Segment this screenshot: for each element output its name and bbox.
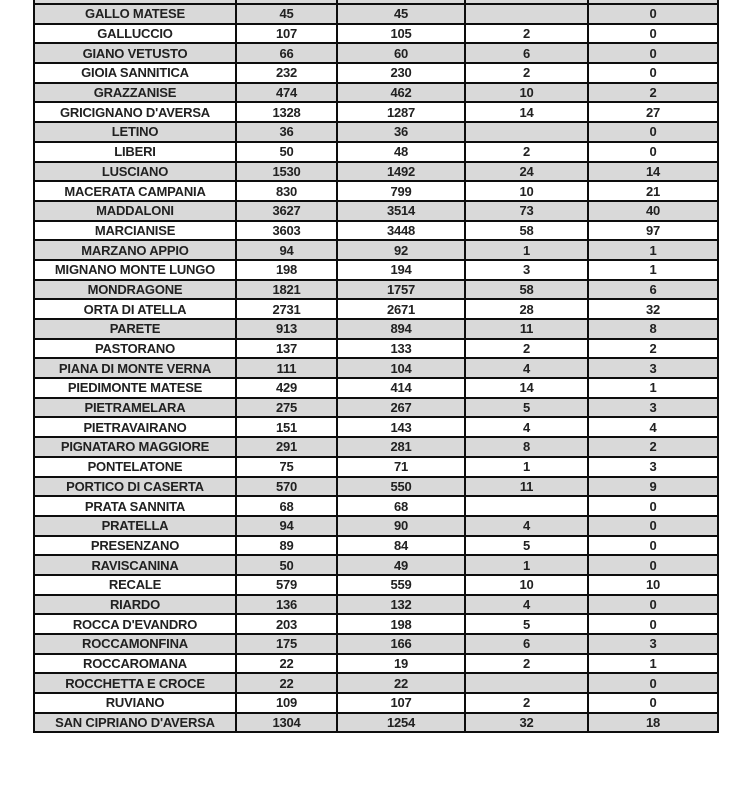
value-cell: 1 — [465, 457, 588, 477]
value-cell: 14 — [465, 378, 588, 398]
value-cell: 22 — [337, 673, 465, 693]
municipality-name-cell: GIOIA SANNITICA — [34, 63, 236, 83]
table-row — [34, 4, 718, 24]
value-cell: 462 — [337, 83, 465, 103]
value-cell: 2 — [465, 63, 588, 83]
table-row — [34, 614, 718, 634]
municipality-name-cell: ROCCHETTA E CROCE — [34, 673, 236, 693]
value-cell: 89 — [236, 536, 337, 556]
value-cell — [465, 4, 588, 24]
table-row — [34, 240, 718, 260]
value-cell: 50 — [236, 142, 337, 162]
municipality-name-cell: PRATELLA — [34, 516, 236, 536]
value-cell: 10 — [465, 181, 588, 201]
municipality-name-cell: MARZANO APPIO — [34, 240, 236, 260]
value-cell: 0 — [588, 595, 718, 615]
value-cell: 267 — [337, 398, 465, 418]
value-cell: 50 — [236, 555, 337, 575]
value-cell: 22 — [236, 673, 337, 693]
value-cell: 0 — [588, 496, 718, 516]
value-cell: 1530 — [236, 162, 337, 182]
table-row — [34, 673, 718, 693]
value-cell: 0 — [588, 536, 718, 556]
value-cell — [465, 496, 588, 516]
municipality-table-body — [34, 4, 718, 732]
municipality-name-cell: LIBERI — [34, 142, 236, 162]
municipality-name-cell: MACERATA CAMPANIA — [34, 181, 236, 201]
value-cell: 414 — [337, 378, 465, 398]
table-row — [34, 457, 718, 477]
value-cell: 136 — [236, 595, 337, 615]
value-cell: 0 — [588, 43, 718, 63]
value-cell: 2 — [588, 339, 718, 359]
value-cell: 3 — [588, 634, 718, 654]
table-row — [34, 319, 718, 339]
value-cell: 48 — [337, 142, 465, 162]
municipality-name-cell: RUVIANO — [34, 693, 236, 713]
value-cell: 1 — [465, 555, 588, 575]
municipality-name-cell: PRATA SANNITA — [34, 496, 236, 516]
value-cell: 75 — [236, 457, 337, 477]
value-cell: 2 — [465, 654, 588, 674]
value-cell: 6 — [588, 280, 718, 300]
value-cell: 2 — [465, 693, 588, 713]
value-cell: 40 — [588, 201, 718, 221]
value-cell: 3514 — [337, 201, 465, 221]
value-cell: 10 — [588, 575, 718, 595]
value-cell: 5 — [465, 614, 588, 634]
table-row — [34, 24, 718, 44]
municipality-name-cell: MONDRAGONE — [34, 280, 236, 300]
table-row — [34, 516, 718, 536]
table-row — [34, 555, 718, 575]
value-cell: 94 — [236, 516, 337, 536]
value-cell: 198 — [236, 260, 337, 280]
value-cell: 45 — [236, 4, 337, 24]
value-cell: 22 — [236, 654, 337, 674]
municipality-name-cell: RIARDO — [34, 595, 236, 615]
value-cell: 2 — [465, 142, 588, 162]
value-cell: 474 — [236, 83, 337, 103]
municipality-name-cell: GALLUCCIO — [34, 24, 236, 44]
value-cell: 10 — [465, 83, 588, 103]
table-row — [34, 122, 718, 142]
municipality-name-cell: ORTA DI ATELLA — [34, 299, 236, 319]
table-row — [34, 63, 718, 83]
value-cell: 291 — [236, 437, 337, 457]
value-cell: 166 — [337, 634, 465, 654]
value-cell: 32 — [465, 713, 588, 733]
value-cell: 84 — [337, 536, 465, 556]
municipality-name-cell: RAVISCANINA — [34, 555, 236, 575]
municipality-name-cell: MIGNANO MONTE LUNGO — [34, 260, 236, 280]
value-cell: 151 — [236, 417, 337, 437]
value-cell: 3627 — [236, 201, 337, 221]
municipality-name-cell: PRESENZANO — [34, 536, 236, 556]
value-cell: 49 — [337, 555, 465, 575]
value-cell: 32 — [588, 299, 718, 319]
value-cell: 2 — [465, 339, 588, 359]
value-cell: 0 — [588, 4, 718, 24]
value-cell: 8 — [588, 319, 718, 339]
value-cell — [465, 122, 588, 142]
value-cell: 0 — [588, 555, 718, 575]
table-row — [34, 43, 718, 63]
value-cell: 111 — [236, 358, 337, 378]
municipality-name-cell: PASTORANO — [34, 339, 236, 359]
value-cell: 1254 — [337, 713, 465, 733]
value-cell: 137 — [236, 339, 337, 359]
table-row — [34, 693, 718, 713]
table-row — [34, 102, 718, 122]
value-cell: 73 — [465, 201, 588, 221]
value-cell: 1 — [588, 378, 718, 398]
value-cell: 11 — [465, 319, 588, 339]
value-cell: 9 — [588, 477, 718, 497]
table-row — [34, 162, 718, 182]
value-cell: 0 — [588, 614, 718, 634]
value-cell: 0 — [588, 142, 718, 162]
table-row — [34, 83, 718, 103]
value-cell: 1492 — [337, 162, 465, 182]
value-cell: 194 — [337, 260, 465, 280]
value-cell: 45 — [337, 4, 465, 24]
table-row — [34, 417, 718, 437]
municipality-name-cell: ROCCAMONFINA — [34, 634, 236, 654]
value-cell: 550 — [337, 477, 465, 497]
value-cell: 28 — [465, 299, 588, 319]
table-row — [34, 260, 718, 280]
municipality-name-cell: PIEDIMONTE MATESE — [34, 378, 236, 398]
value-cell: 2671 — [337, 299, 465, 319]
value-cell: 5 — [465, 398, 588, 418]
table-row — [34, 575, 718, 595]
value-cell: 18 — [588, 713, 718, 733]
municipality-name-cell: PARETE — [34, 319, 236, 339]
value-cell: 27 — [588, 102, 718, 122]
value-cell: 1 — [588, 260, 718, 280]
value-cell: 60 — [337, 43, 465, 63]
value-cell: 58 — [465, 280, 588, 300]
municipality-name-cell: GIANO VETUSTO — [34, 43, 236, 63]
value-cell: 2 — [588, 83, 718, 103]
value-cell: 14 — [465, 102, 588, 122]
value-cell: 0 — [588, 673, 718, 693]
municipality-name-cell: GRAZZANISE — [34, 83, 236, 103]
value-cell: 3 — [465, 260, 588, 280]
value-cell: 3 — [588, 457, 718, 477]
table-row — [34, 654, 718, 674]
municipality-name-cell: PIETRAMELARA — [34, 398, 236, 418]
value-cell: 90 — [337, 516, 465, 536]
value-cell: 107 — [337, 693, 465, 713]
table-row — [34, 221, 718, 241]
table-row — [34, 595, 718, 615]
table-row — [34, 299, 718, 319]
value-cell: 104 — [337, 358, 465, 378]
municipality-name-cell: ROCCA D'EVANDRO — [34, 614, 236, 634]
value-cell: 3 — [588, 358, 718, 378]
municipality-name-cell: PIGNATARO MAGGIORE — [34, 437, 236, 457]
value-cell: 4 — [465, 516, 588, 536]
value-cell: 11 — [465, 477, 588, 497]
value-cell: 21 — [588, 181, 718, 201]
value-cell: 230 — [337, 63, 465, 83]
value-cell: 198 — [337, 614, 465, 634]
municipality-name-cell: RECALE — [34, 575, 236, 595]
value-cell: 92 — [337, 240, 465, 260]
value-cell: 1 — [465, 240, 588, 260]
table-row — [34, 477, 718, 497]
value-cell: 5 — [465, 536, 588, 556]
municipality-name-cell: PORTICO DI CASERTA — [34, 477, 236, 497]
value-cell: 1 — [588, 240, 718, 260]
value-cell: 71 — [337, 457, 465, 477]
value-cell: 6 — [465, 43, 588, 63]
value-cell: 429 — [236, 378, 337, 398]
value-cell — [465, 673, 588, 693]
table-row — [34, 437, 718, 457]
value-cell: 175 — [236, 634, 337, 654]
municipality-name-cell: GALLO MATESE — [34, 4, 236, 24]
value-cell: 1328 — [236, 102, 337, 122]
value-cell: 913 — [236, 319, 337, 339]
value-cell: 830 — [236, 181, 337, 201]
value-cell: 1304 — [236, 713, 337, 733]
value-cell: 0 — [588, 516, 718, 536]
table-row — [34, 339, 718, 359]
value-cell: 10 — [465, 575, 588, 595]
value-cell: 2731 — [236, 299, 337, 319]
value-cell: 36 — [236, 122, 337, 142]
value-cell: 4 — [465, 595, 588, 615]
municipality-name-cell: PONTELATONE — [34, 457, 236, 477]
value-cell: 68 — [337, 496, 465, 516]
table-row — [34, 201, 718, 221]
value-cell: 109 — [236, 693, 337, 713]
table-row — [34, 713, 718, 733]
value-cell: 68 — [236, 496, 337, 516]
table-row — [34, 181, 718, 201]
table-row — [34, 378, 718, 398]
municipality-name-cell: ROCCAROMANA — [34, 654, 236, 674]
municipality-name-cell: MADDALONI — [34, 201, 236, 221]
value-cell: 559 — [337, 575, 465, 595]
value-cell: 97 — [588, 221, 718, 241]
value-cell: 143 — [337, 417, 465, 437]
table-row — [34, 496, 718, 516]
table-row — [34, 536, 718, 556]
value-cell: 3603 — [236, 221, 337, 241]
value-cell: 1 — [588, 654, 718, 674]
value-cell: 1287 — [337, 102, 465, 122]
value-cell: 281 — [337, 437, 465, 457]
value-cell: 19 — [337, 654, 465, 674]
value-cell: 2 — [588, 437, 718, 457]
value-cell: 1757 — [337, 280, 465, 300]
table-row — [34, 280, 718, 300]
municipality-table — [33, 0, 719, 733]
value-cell: 579 — [236, 575, 337, 595]
municipality-name-cell: SAN CIPRIANO D'AVERSA — [34, 713, 236, 733]
table-row — [34, 142, 718, 162]
value-cell: 0 — [588, 122, 718, 142]
value-cell: 6 — [465, 634, 588, 654]
value-cell: 203 — [236, 614, 337, 634]
value-cell: 4 — [588, 417, 718, 437]
value-cell: 66 — [236, 43, 337, 63]
value-cell: 133 — [337, 339, 465, 359]
value-cell: 4 — [465, 358, 588, 378]
value-cell: 132 — [337, 595, 465, 615]
value-cell: 894 — [337, 319, 465, 339]
value-cell: 94 — [236, 240, 337, 260]
table-row — [34, 358, 718, 378]
value-cell: 3448 — [337, 221, 465, 241]
value-cell: 8 — [465, 437, 588, 457]
municipality-name-cell: PIETRAVAIRANO — [34, 417, 236, 437]
value-cell: 275 — [236, 398, 337, 418]
municipality-name-cell: PIANA DI MONTE VERNA — [34, 358, 236, 378]
value-cell: 0 — [588, 63, 718, 83]
value-cell: 4 — [465, 417, 588, 437]
municipality-name-cell: LUSCIANO — [34, 162, 236, 182]
value-cell: 14 — [588, 162, 718, 182]
value-cell: 24 — [465, 162, 588, 182]
value-cell: 570 — [236, 477, 337, 497]
value-cell: 232 — [236, 63, 337, 83]
value-cell: 105 — [337, 24, 465, 44]
table-row — [34, 398, 718, 418]
municipality-name-cell: LETINO — [34, 122, 236, 142]
value-cell: 2 — [465, 24, 588, 44]
value-cell: 0 — [588, 24, 718, 44]
value-cell: 0 — [588, 693, 718, 713]
value-cell: 36 — [337, 122, 465, 142]
table-row — [34, 634, 718, 654]
value-cell: 3 — [588, 398, 718, 418]
municipality-name-cell: MARCIANISE — [34, 221, 236, 241]
municipality-name-cell: GRICIGNANO D'AVERSA — [34, 102, 236, 122]
value-cell: 1821 — [236, 280, 337, 300]
value-cell: 58 — [465, 221, 588, 241]
value-cell: 107 — [236, 24, 337, 44]
value-cell: 799 — [337, 181, 465, 201]
